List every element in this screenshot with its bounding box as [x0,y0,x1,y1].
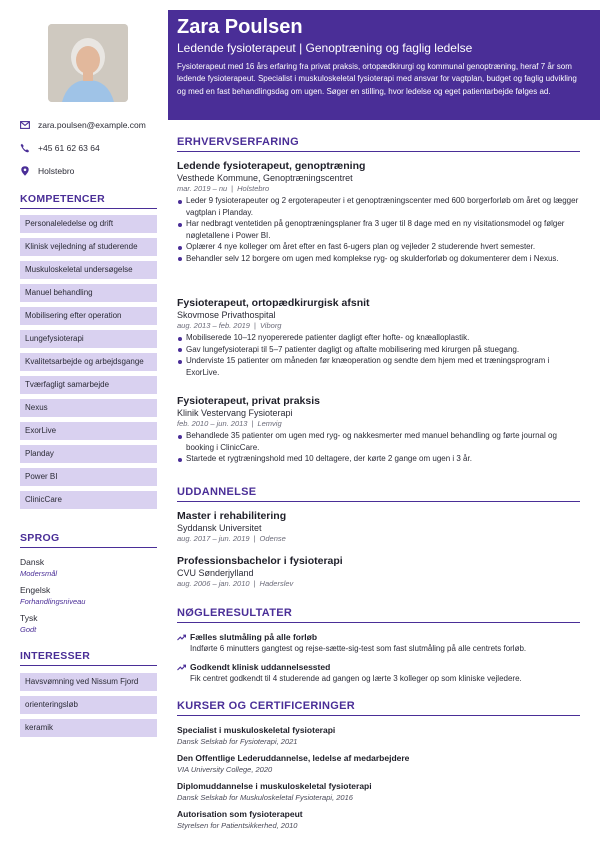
job-entry [177,297,580,378]
bullet-item: Leder 9 fysioterapeuter og 2 ergoterapeuter i et genoptræningscenter med 600 borgerforløb om året og lægger vagtplan i Planday. [186,196,579,217]
language-item [20,557,57,578]
language-level: Modersmål [20,569,58,578]
job-title: Ledende fysioterapeut, genoptræning [177,160,366,172]
interest-chip: orienteringsløb [20,696,157,714]
degree-title: Professionsbachelor i fysioterapi [177,555,343,567]
job-meta: aug. 2013 – feb. 2019 | Viborg [177,321,282,330]
contact-email[interactable] [20,120,146,130]
sidebar [0,0,168,849]
skill-chip: ClinicCare [20,491,157,509]
location-text: Holstebro [38,166,75,176]
bullet-item: Underviste 15 patienter om måneden før knæoperation og sendte dem hjem med et træningsprogram i ExorLive. [186,355,580,378]
job-entry [177,160,580,265]
education-meta: aug. 2017 – jun. 2019 | Odense [177,534,286,543]
results-heading: NØGLERESULTATER [177,607,580,623]
skill-chip: Nexus [20,399,157,417]
trend-up-icon [177,633,186,643]
certification-issuer: VIA University College, 2020 [177,765,273,774]
bullet-item: Startede et rygtræningshold med 10 deltagere, der kørte 2 gange om ugen i 3 år. [186,453,580,465]
language-name: Tysk [20,613,38,623]
header-banner [168,10,600,120]
education-location: Odense [259,534,286,543]
certification-issuer: Dansk Selskab for Fysioterapi, 2021 [177,737,298,746]
job-location: Holstebro [237,184,270,193]
job-company: Klinik Vestervang Fysioterapi [177,408,293,418]
certification-title: Specialist i muskuloskeletal fysioterapi [177,725,336,735]
person-name: Zara Poulsen [177,16,303,38]
email-icon [20,120,30,130]
trend-up-icon [177,663,186,673]
education-dates: aug. 2006 – jan. 2010 [177,579,250,588]
education-meta: aug. 2006 – jan. 2010 | Haderslev [177,579,294,588]
result-description: Fik centret godkendt til 4 studerende ad gangen og lærte 3 kolleger op som kliniske vejledere. [190,674,522,683]
result-description: Indførte 6 minutters gangtest og rejse-sætte-sig-test som fast slutmåling på alle centrets forløb. [190,644,527,653]
skill-chip: Lungefysioterapi [20,330,157,348]
job-bullets [177,430,580,465]
language-item [20,585,85,606]
interest-chip: keramik [20,719,157,737]
interests-heading: INTERESSER [20,650,157,666]
certification-item [177,725,580,746]
job-location: Lemvig [257,419,282,428]
email-text: zara.poulsen@example.com [38,120,146,130]
degree-title: Master i rehabilitering [177,510,287,522]
skills-list [20,215,157,514]
skill-chip: Mobilisering efter operation [20,307,157,325]
phone-text: +45 61 62 63 64 [38,143,100,153]
experience-heading: ERHVERVSERFARING [177,136,580,152]
school-name: Syddansk Universitet [177,523,262,533]
job-dates: feb. 2010 – jun. 2013 [177,419,248,428]
bullet-item: Oplærer 4 nye kolleger om året efter en fast 6-ugers plan og vejleder 2 studerende hvert semester. [186,241,580,253]
education-entry [177,510,580,543]
skill-chip: Muskuloskeletal undersøgelse [20,261,157,279]
interests-list [20,673,157,742]
education-entry [177,555,580,588]
education-heading: UDDANNELSE [177,486,580,502]
certification-issuer: Styrelsen for Patientsikkerhed, 2010 [177,821,298,830]
education-dates: aug. 2017 – jun. 2019 [177,534,250,543]
job-bullets [177,332,580,378]
job-dates: mar. 2019 – nu [177,184,228,193]
certification-item [177,781,580,802]
certifications-heading: KURSER OG CERTIFICERINGER [177,700,580,716]
result-title: Godkendt klinisk uddannelsessted [190,662,331,672]
certification-title: Autorisation som fysioterapeut [177,809,303,819]
job-bullets [177,195,580,265]
job-entry [177,395,580,465]
skill-chip: ExorLive [20,422,157,440]
profile-summary: Fysioterapeut med 16 års erfaring fra privat praksis, ortopædkirurgi og kommunal genoptræning, heraf 7 år som ledende fysioterapeut. Specialist i muskuloskeletal fysioterapi med ansvar for vagtplan, budget og faglig udvikling og med en fast behandlingsdag om ugen. Søger en stilling, hvor ledelse og eget patientarbejde følges ad. [177,62,577,96]
skills-heading: KOMPETENCER [20,193,157,209]
job-title: Fysioterapeut, ortopædkirurgisk afsnit [177,297,370,309]
job-dates: aug. 2013 – feb. 2019 [177,321,250,330]
skill-chip: Tværfagligt samarbejde [20,376,157,394]
languages-heading: SPROG [20,532,157,548]
result-item [177,632,580,653]
phone-icon [20,143,30,153]
job-meta: feb. 2010 – jun. 2013 | Lemvig [177,419,282,428]
skill-chip: Power BI [20,468,157,486]
result-title: Fælles slutmåling på alle forløb [190,632,318,642]
bullet-item: Behandler selv 12 borgere om ugen med komplekse ryg- og skulderforløb og dokumenterer dem i Nexus. [186,253,580,265]
job-company: Vesthede Kommune, Genoptræningscentret [177,173,353,183]
skill-chip: Manuel behandling [20,284,157,302]
skill-chip: Kvalitetsarbejde og arbejdsgange [20,353,157,371]
job-company: Skovmose Privathospital [177,310,276,320]
language-level: Godt [20,625,37,634]
bullet-item: Mobiliserede 10–12 nyopererede patienter dagligt efter hofte- og knæalloplastik. [186,332,580,344]
language-item [20,613,37,634]
skill-chip: Klinisk vejledning af studerende [20,238,157,256]
language-name: Dansk [20,557,45,567]
job-meta: mar. 2019 – nu | Holstebro [177,184,270,193]
certification-title: Den Offentlige Lederuddannelse, ledelse af medarbejdere [177,753,410,763]
profile-photo [48,24,128,102]
bullet-item: Gav lungefysioterapi til 5–7 patienter dagligt og aftalte mobilisering med kirurgen på stuegang. [186,344,580,356]
skill-chip: Planday [20,445,157,463]
job-title: Ledende fysioterapeut | Genoptræning og faglig ledelse [177,41,473,55]
interest-chip: Havsvømning ved Nissum Fjord [20,673,157,691]
contact-phone[interactable] [20,143,100,153]
language-name: Engelsk [20,585,51,595]
language-level: Forhandlingsniveau [20,597,86,606]
job-location: Viborg [259,321,282,330]
education-location: Haderslev [259,579,294,588]
skill-chip: Personaleledelse og drift [20,215,157,233]
job-title: Fysioterapeut, privat praksis [177,395,320,407]
certification-title: Diplomuddannelse i muskuloskeletal fysioterapi [177,781,372,791]
school-name: CVU Sønderjylland [177,568,254,578]
bullet-item: Har nedbragt ventetiden på genoptræningsplaner fra 3 uger til 8 dage med en ny visitationsmodel og følger nøgletallene i Power BI. [186,218,580,241]
certification-item [177,753,580,774]
certification-issuer: Dansk Selskab for Muskuloskeletal Fysioterapi, 2016 [177,793,353,802]
result-item [177,662,580,683]
contact-location [20,166,74,176]
bullet-item: Behandlede 35 patienter om ugen med ryg- og nakkesmerter med manuel behandling og førte journal og booking i ClinicCare. [186,430,580,453]
location-pin-icon [20,166,30,176]
certification-item [177,809,580,830]
